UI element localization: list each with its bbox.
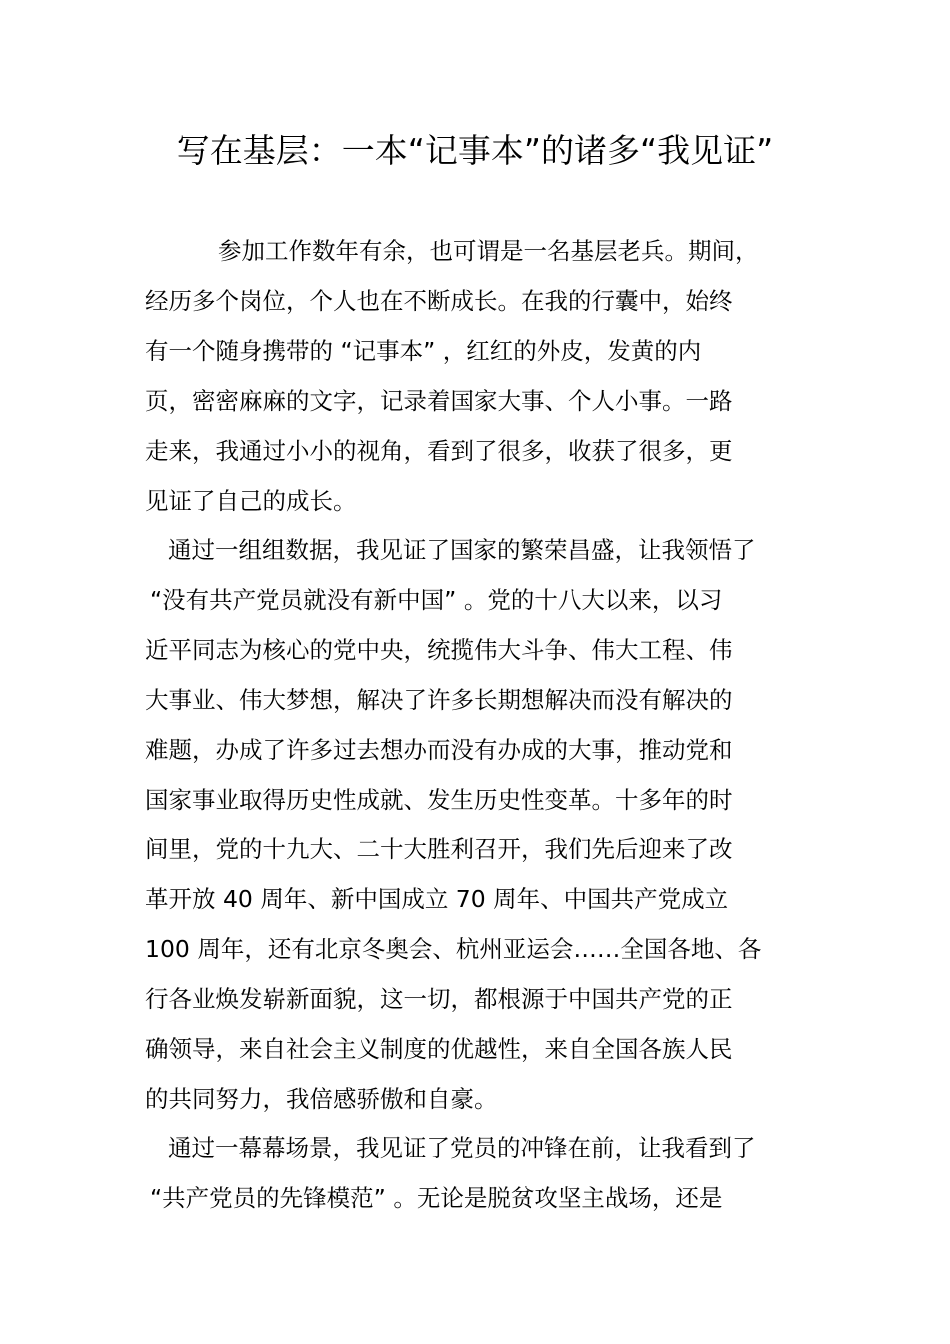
paragraph-1-line-3: 有一个随身携带的 “记事本” ，红红的外皮，发黄的内 xyxy=(145,337,702,365)
paragraph-2-line-6: 国家事业取得历史性成就、发生历史性变革。十多年的时 xyxy=(145,786,733,814)
paragraph-1-line-6: 见证了自己的成长。 xyxy=(145,487,357,515)
paragraph-3-line-1: 通过一幕幕场景，我见证了党员的冲锋在前，让我看到了 xyxy=(168,1134,756,1162)
paragraph-1-line-4: 页，密密麻麻的文字，记录着国家大事、个人小事。一路 xyxy=(145,387,733,415)
paragraph-1-line-5: 走来，我通过小小的视角，看到了很多，收获了很多，更 xyxy=(145,437,733,465)
paragraph-2-line-12: 的共同努力，我倍感骄傲和自豪。 xyxy=(145,1085,498,1113)
paragraph-2-line-5: 难题，办成了许多过去想办而没有办成的大事，推动党和 xyxy=(145,736,733,764)
paragraph-2-line-7: 间里，党的十九大、二十大胜利召开，我们先后迎来了改 xyxy=(145,835,733,863)
paragraph-3-line-2: “共产党员的先锋模范” 。无论是脱贫攻坚主战场，还是 xyxy=(150,1184,723,1212)
paragraph-1-line-2: 经历多个岗位，个人也在不断成长。在我的行囊中，始终 xyxy=(145,287,733,315)
document-title: 写在基层：一本“记事本”的诸多“我见证” xyxy=(176,131,774,170)
paragraph-2-line-10: 行各业焕发崭新面貌，这一切，都根源于中国共产党的正 xyxy=(145,985,733,1013)
paragraph-2-line-3: 近平同志为核心的党中央，统揽伟大斗争、伟大工程、伟 xyxy=(145,636,733,664)
paragraph-2-line-1: 通过一组组数据，我见证了国家的繁荣昌盛，让我领悟了 xyxy=(168,536,756,564)
paragraph-1-line-1: 参加工作数年有余，也可谓是一名基层老兵。期间， xyxy=(218,237,759,265)
paragraph-2-line-4: 大事业、伟大梦想，解决了许多长期想解决而没有解决的 xyxy=(145,686,733,714)
paragraph-2-line-8: 革开放 40 周年、新中国成立 70 周年、中国共产党成立 xyxy=(145,885,729,913)
paragraph-2-line-11: 确领导，来自社会主义制度的优越性，来自全国各族人民 xyxy=(145,1035,733,1063)
paragraph-2-line-2: “没有共产党员就没有新中国” 。党的十八大以来，以习 xyxy=(150,586,723,614)
paragraph-2-line-9: 100 周年，还有北京冬奥会、杭州亚运会……全国各地、各 xyxy=(145,935,762,963)
